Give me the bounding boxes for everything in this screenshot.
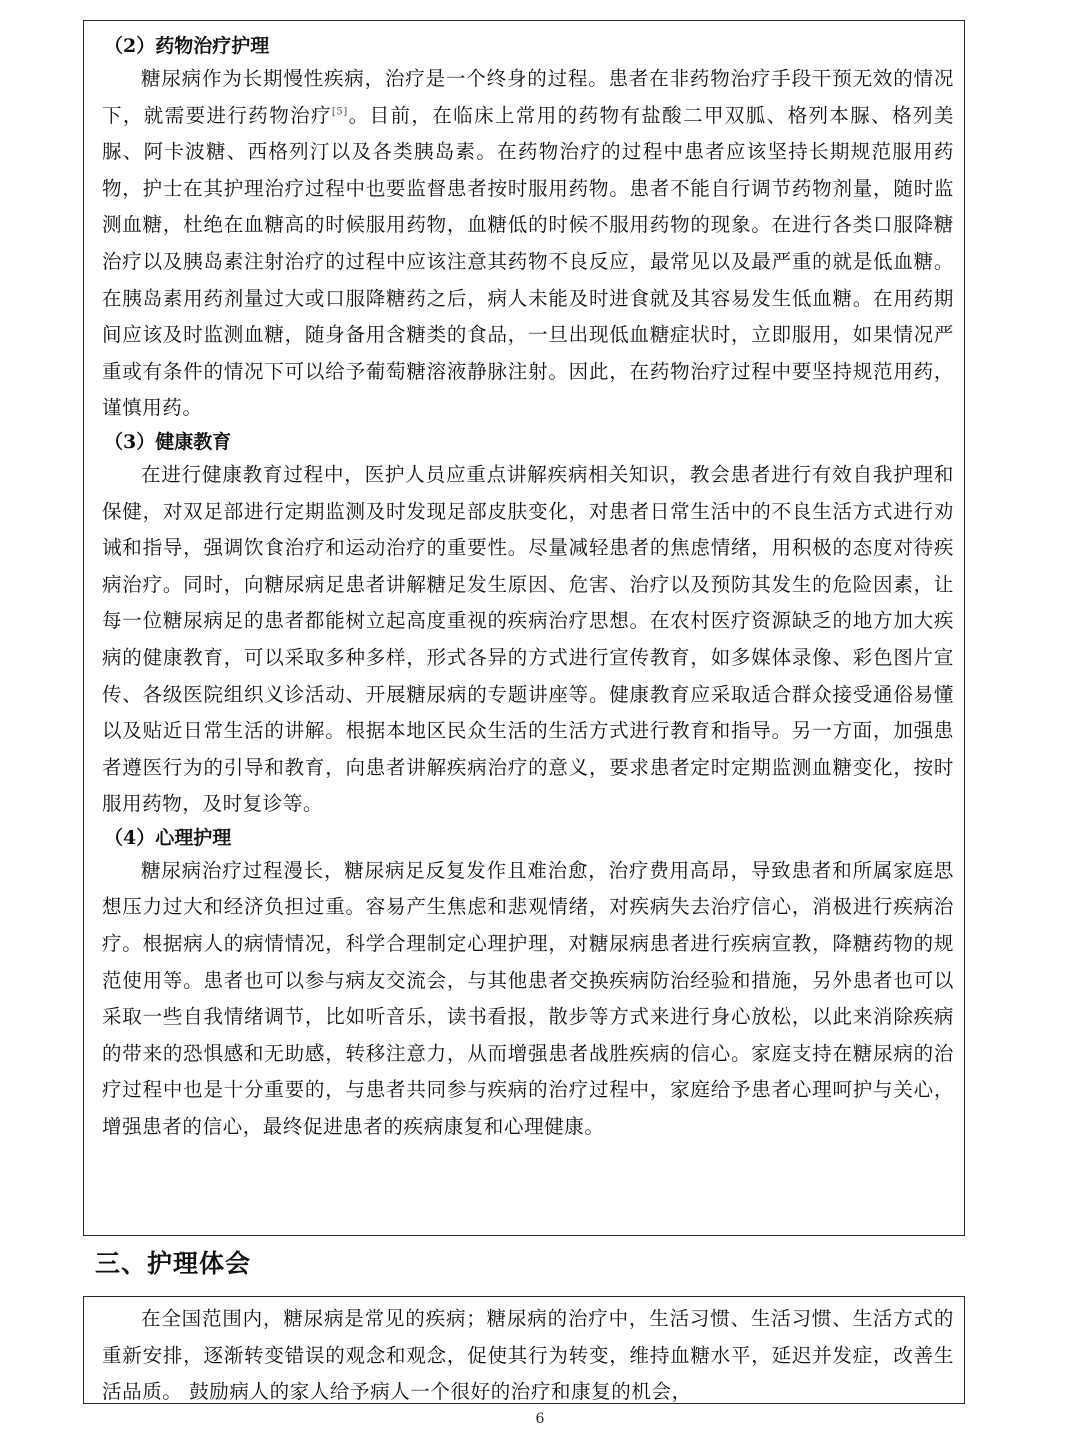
- section-heading-nursing-experience: 三、护理体会: [95, 1249, 252, 1278]
- page-number: 6: [535, 1411, 545, 1427]
- content-box-nursing-experience: [83, 1296, 965, 1404]
- paragraph-drug-therapy-part2: 。目前，在临床上常用的药物有盐酸二甲双胍、格列本脲、格列美脲、阿卡波糖、西格列汀以及各类胰岛素。在药物治疗的过程中患者应该坚持长期规范服用药物，护士在其护理治疗过程中也要监督患者按时服用药物。患者不能自行调节药物剂量，随时监测血糖，杜绝在血糖高的时候服用药物，血糖低的时候不服用药物的现象。在进行各类口服降糖治疗以及胰岛素注射治疗的过程中应该注意其药物不良反应，最常见以及最严重的就是低血糖。在胰岛素用药剂量过大或口服降糖药之后，病人未能及时进食就及其容易发生低血糖。在用药期间应该及时监测血糖，随身备用含糖类的食品，一旦出现低血糖症状时，立即服用，如果情况严重或有条件的情况下可以给予葡萄糖溶液静脉注射。因此，在药物治疗过程中要坚持规范用药，谨慎用药。: [102, 103, 954, 420]
- subheading-psychological-care: （4）心理护理: [104, 826, 232, 849]
- citation-ref-5: [5]: [331, 106, 348, 118]
- paragraph-nursing-experience: 在全国范围内，糖尿病是常见的疾病；糖尿病的治疗中，生活习惯、生活习惯、生活方式的重新安排，逐渐转变错误的观念和观念，促使其行为转变，维持血糖水平，延迟并发症，改善生活品质。 鼓励病人的家人给予病人一个很好的治疗和康复的机会，: [102, 1307, 954, 1404]
- paragraph-drug-therapy: [102, 61, 954, 427]
- paragraph-psychological-care: 糖尿病治疗过程漫长，糖尿病足反复发作且难治愈，治疗费用高昂，导致患者和所属家庭思想压力过大和经济负担过重。容易产生焦虑和悲观情绪，对疾病失去治疗信心，消极进行疾病治疗。根据病人的病情情况，科学合理制定心理护理，对糖尿病患者进行疾病宣教，降糖药物的规范使用等。患者也可以参与病友交流会，与其他患者交换疾病防治经验和措施，另外患者也可以采取一些自我情绪调节，比如听音乐，读书看报，散步等方式来进行身心放松，以此来消除疾病的带来的恐惧感和无助感，转移注意力，从而增强患者战胜疾病的信心。家庭支持在糖尿病的治疗过程中也是十分重要的，与患者共同参与疾病的治疗过程中，家庭给予患者心理呵护与关心，增强患者的信心，最终促进患者的疾病康复和心理健康。: [102, 858, 954, 1139]
- subheading-drug-therapy: （2）药物治疗护理: [104, 35, 270, 57]
- paragraph-drug-therapy-part1: 糖尿病作为长期慢性疾病，治疗是一个终身的过程。患者在非药物治疗手段干预无效的情况下，就需要进行药物治疗: [102, 67, 954, 127]
- paragraph-health-education: 在进行健康教育过程中，医护人员应重点讲解疾病相关知识，教会患者进行有效自我护理和保健，对双足部进行定期监测及时发现足部皮肤变化，对患者日常生活中的不良生活方式进行劝诫和指导，强调饮食治疗和运动治疗的重要性。尽量减轻患者的焦虑情绪，用积极的态度对待疾病治疗。同时，向糖尿病足患者讲解糖足发生原因、危害、治疗以及预防其发生的危险因素，让每一位糖尿病足的患者都能树立起高度重视的疾病治疗思想。在农村医疗资源缺乏的地方加大疾病的健康教育，可以采取多种多样，形式各异的方式进行宣传教育，如多媒体录像、彩色图片宣传、各级医院组织义诊活动、开展糖尿病的专题讲座等。健康教育应采取适合群众接受通俗易懂以及贴近日常生活的讲解。根据本地区民众生活的生活方式进行教育和指导。另一方面，加强患者遵医行为的引导和教育，向患者讲解疾病治疗的意义，要求患者定时定期监测血糖变化，按时服用药物，及时复诊等。: [102, 462, 954, 816]
- content-box-nursing-measures: [83, 20, 965, 1236]
- subheading-health-education: （3）健康教育: [104, 430, 232, 453]
